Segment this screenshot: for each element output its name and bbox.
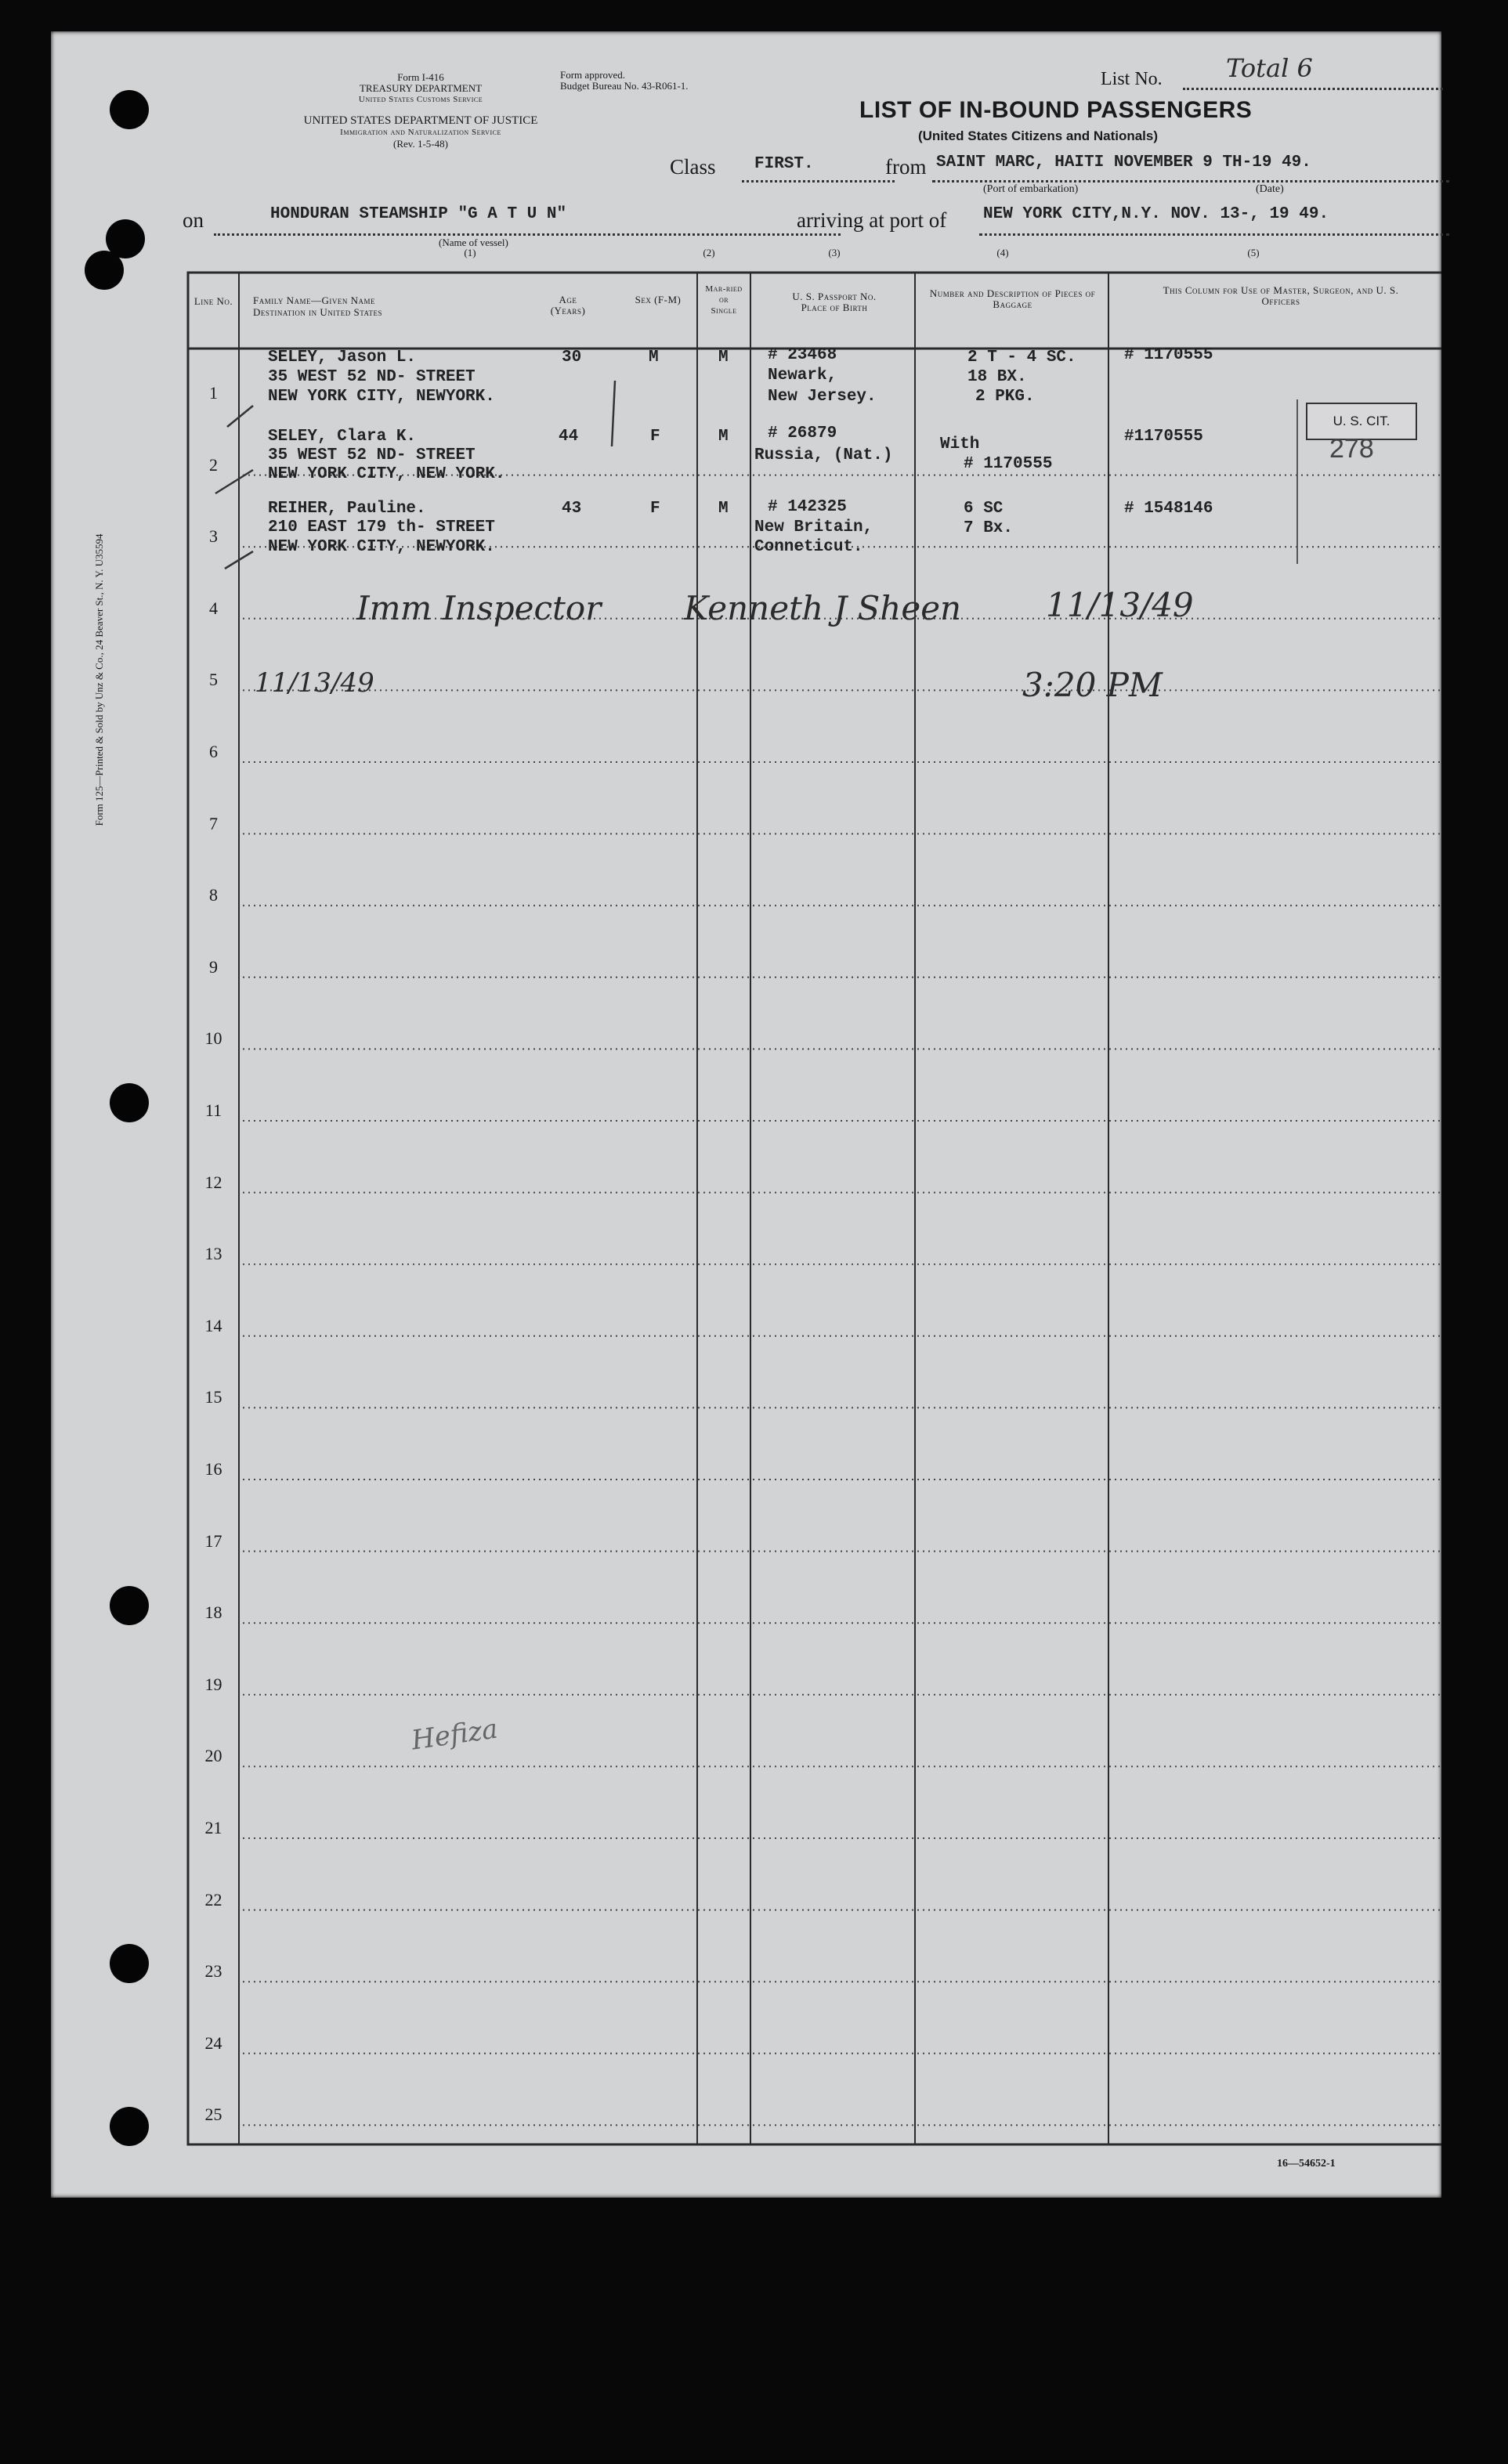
col-num-4: (4) (996, 247, 1009, 258)
line-number: 16 (204, 1459, 222, 1479)
passenger-age: 43 (562, 500, 582, 518)
footer-code: 16—54652-1 (1277, 2158, 1336, 2170)
form-number: Form I-416 (397, 71, 444, 83)
class-value: FIRST. (754, 155, 814, 173)
from-value: SAINT MARC, HAITI NOVEMBER 9 TH-19 49. (936, 154, 1311, 172)
justice-dept: UNITED STATES DEPARTMENT OF JUSTICE (303, 114, 538, 127)
passenger-marital: M (718, 500, 729, 518)
line-number: 2 (209, 454, 218, 475)
col-married: Mar-ried or Single (705, 284, 743, 316)
passenger-name: SELEY, Clara K. (268, 428, 417, 446)
page-subtitle: (United States Citizens and Nationals) (917, 128, 1159, 143)
passenger-name: REIHER, Pauline. (268, 500, 426, 518)
line-number: 25 (204, 2105, 222, 2125)
revision: (Rev. 1-5-48) (393, 138, 448, 150)
line-number: 17 (204, 1530, 222, 1551)
passenger-address: 35 WEST 52 ND- STREET (268, 368, 476, 386)
line-number: 23 (204, 1961, 222, 1982)
side-print: Form 125—Printed & Sold by Unz & Co., 24 Beaver St., N. Y. U35594 (93, 533, 105, 826)
inspection-time: 3:20 PM (1022, 666, 1163, 704)
col-passport: U. S. Passport No. Place of Birth (792, 291, 877, 313)
line-number: 12 (204, 1172, 222, 1192)
passenger-birth: New Britain, (754, 518, 873, 537)
inspector-title: Imm Inspector (356, 589, 602, 627)
passenger-marital: M (718, 349, 729, 367)
col-num-2: (2) (703, 247, 715, 258)
passenger-baggage: With (940, 435, 980, 453)
page-title: LIST OF IN-BOUND PASSENGERS (859, 97, 1253, 123)
treasury-dept: TREASURY DEPARTMENT (359, 82, 483, 94)
inspector-signature: Kenneth J Sheen (684, 589, 962, 627)
col-baggage: Number and Description of Pieces of Baggage (929, 287, 1096, 310)
passenger-city: NEW YORK CITY, NEWYORK. (268, 538, 495, 556)
bracket-line (1296, 399, 1298, 564)
list-no-label: List No. (1101, 69, 1163, 89)
passenger-baggage: 6 SC (964, 500, 1004, 518)
line-number: 1 (209, 383, 218, 403)
check-marks (51, 31, 756, 627)
ins-service: Immigration and Naturalization Service (340, 128, 501, 137)
passenger-city: NEW YORK CITY, NEWYORK. (268, 388, 495, 406)
arrival-value: NEW YORK CITY,N.Y. NOV. 13-, 19 49. (983, 205, 1329, 223)
passenger-sex: F (650, 428, 660, 446)
punch-hole (110, 1586, 149, 1625)
scrawl-note: Hefiza (409, 1713, 500, 1757)
line-number: 19 (204, 1674, 222, 1694)
passenger-age: 44 (559, 428, 579, 446)
line-number: 15 (204, 1387, 222, 1407)
passenger-marital: M (718, 428, 729, 446)
line-number: 18 (204, 1602, 222, 1623)
line-number: 3 (209, 526, 218, 547)
passenger-name: SELEY, Jason L. (268, 349, 417, 367)
passenger-baggage: 2 T - 4 SC. (967, 349, 1076, 367)
from-label: from (885, 155, 927, 179)
date-caption: (Date) (1256, 183, 1284, 195)
passenger-passport: # 142325 (768, 498, 847, 516)
list-no-value: Total 6 (1226, 53, 1313, 83)
vessel-caption: (Name of vessel) (439, 237, 508, 248)
passenger-birth: Newark, (768, 367, 837, 385)
punch-hole (110, 90, 149, 129)
port-caption: (Port of embarkation) (983, 183, 1079, 195)
stamp-number: 278 (1329, 434, 1374, 464)
line-number: 4 (209, 598, 218, 618)
punch-hole (110, 1944, 149, 1983)
col-num-3: (3) (828, 247, 841, 258)
col-name-text: Family Name—Given Name Destination in United States (253, 294, 383, 318)
passenger-officer-no: #1170555 (1124, 428, 1203, 446)
budget-bureau: Budget Bureau No. 43-R061-1. (560, 80, 689, 92)
vessel-value: HONDURAN STEAMSHIP "G A T U N" (270, 205, 567, 223)
passenger-city: NEW YORK CITY, NEW YORK. (268, 465, 505, 483)
punch-hole (110, 2107, 149, 2146)
passenger-birth-2: New Jersey. (768, 388, 877, 406)
margin-date: 11/13/49 (255, 667, 374, 699)
col-sex: Sex (F-M) (635, 294, 682, 305)
passenger-address: 35 WEST 52 ND- STREET (268, 446, 476, 464)
line-number: 6 (209, 742, 218, 761)
line-number: 22 (204, 1889, 222, 1909)
passenger-birth-2: Conneticut. (754, 538, 863, 556)
passenger-baggage-2: # 1170555 (964, 455, 1053, 473)
passenger-passport: # 23468 (768, 346, 837, 364)
passenger-address: 210 EAST 179 th- STREET (268, 518, 495, 537)
passenger-passport: # 26879 (768, 425, 837, 443)
col-num-1: (1) (464, 247, 476, 258)
col-line-no: Line No. (193, 295, 233, 307)
col-age: Age (Years) (550, 294, 586, 316)
line-number: 8 (209, 885, 218, 905)
punch-hole (110, 1083, 149, 1122)
line-number: 7 (209, 813, 218, 833)
passenger-baggage-2: 7 Bx. (964, 519, 1014, 537)
line-number: 14 (204, 1315, 222, 1335)
passenger-baggage-3: 2 PKG. (975, 388, 1035, 406)
passenger-sex: F (650, 500, 660, 518)
manifest-page (51, 31, 1441, 2198)
line-number: 10 (204, 1028, 222, 1049)
punch-hole (106, 219, 145, 258)
line-number: 21 (204, 1818, 222, 1837)
line-number: 9 (209, 956, 218, 977)
arriving-label: arriving at port of (797, 208, 947, 232)
passenger-officer-no: # 1170555 (1124, 346, 1213, 364)
passenger-age: 30 (562, 349, 582, 367)
passenger-baggage-2: 18 BX. (967, 368, 1027, 386)
customs-service: United States Customs Service (358, 95, 483, 104)
class-label: Class (670, 155, 716, 179)
col-officers: This Column for Use of Master, Surgeon, and U. S. Officers (1163, 284, 1399, 307)
line-number: 20 (204, 1746, 222, 1766)
us-citizen-stamp: U. S. CIT. (1306, 403, 1417, 440)
line-number: 11 (204, 1100, 222, 1120)
col-num-5: (5) (1247, 247, 1260, 258)
passenger-sex: M (649, 349, 659, 367)
inspection-date: 11/13/49 (1046, 586, 1194, 624)
passenger-officer-no: # 1548146 (1124, 500, 1213, 518)
form-approved: Form approved. (560, 69, 626, 81)
line-number: 5 (209, 670, 218, 690)
on-label: on (183, 208, 204, 232)
line-number: 24 (204, 2032, 222, 2053)
line-number: 13 (204, 1244, 222, 1264)
passenger-birth: Russia, (Nat.) (754, 446, 893, 464)
